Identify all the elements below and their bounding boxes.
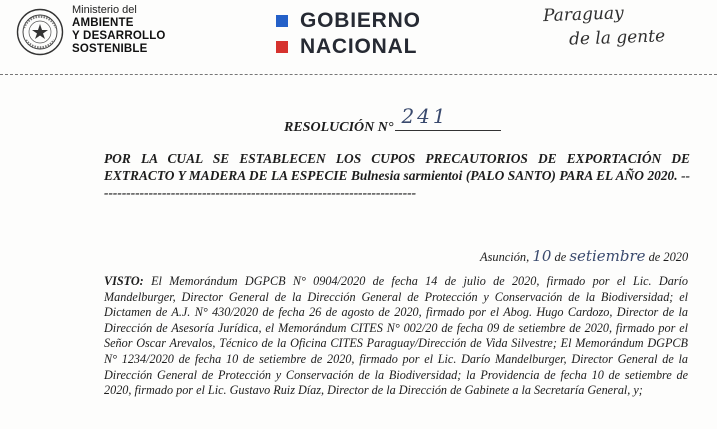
- resolution-title: [104, 150, 690, 201]
- gobierno-nacional-logo: [276, 8, 421, 60]
- resolution-heading: [284, 104, 501, 136]
- resolution-number-line: [395, 104, 501, 131]
- slogan-line-1: Paraguay: [542, 3, 624, 27]
- ministry-line-1: Ministerio del: [72, 4, 137, 16]
- header-divider: [0, 74, 717, 75]
- date-prefix: Asunción,: [480, 250, 530, 264]
- title-part-1: POR LA CUAL SE ESTABLECEN LOS CUPOS PRECAUTORIOS DE EXPORTACIÓN DE EXTRACTO Y MADERA DE LA ESPECIE: [104, 151, 690, 183]
- visto-text: El Memorándum DGPCB N° 0904/2020 de fecha 14 de julio de 2020, firmado por el Lic. Darío Mandelburger, Director General de la Dirección General de Protección y Conservación de la Biodiversidad; el Dictamen de A.J. N° 430/2020 de fecha 26 de agosto de 2020, firmado por el Abog. Hugo Cardozo, Director de la Dirección de Asesoría Jurídica, el Memorándum CITES N° 002/20 de fecha 09 de setiembre de 2020, firmado por el Señor Oscar Arevalos, Técnico de la Oficina CITES Paraguay/Dirección de Vida Silvestre; El Memorándum DGPCB N° 1234/2020 de fecha 10 de setiembre de 2020, firmado por el Lic. Darío Mandelburger, Director General de la Dirección General de Protección y Conservación de la Biodiversidad; la Providencia de fecha 10 de setiembre de 2020, firmado por el Lic. Gustavo Ruiz Díaz, Director de la Dirección de Gabinete a la Secretaría General, y;: [104, 274, 689, 398]
- ministry-line-2: AMBIENTE: [72, 17, 134, 29]
- blue-square-icon: [276, 15, 288, 27]
- date-suffix: de 2020: [648, 250, 689, 264]
- letterhead: [0, 0, 717, 74]
- ministry-line-3: Y DESARROLLO: [72, 30, 166, 42]
- gob-line-2: NACIONAL: [300, 35, 418, 58]
- ministry-name: [72, 4, 166, 56]
- paraguay-slogan: [543, 2, 665, 50]
- date-day: 10: [532, 247, 552, 265]
- ministry-line-4: SOSTENIBLE: [72, 43, 148, 55]
- date-de: de: [554, 250, 567, 264]
- visto-paragraph: [104, 274, 688, 399]
- title-part-2: (PALO SANTO) PARA EL AÑO 2020.: [465, 168, 678, 183]
- visto-label: VISTO:: [104, 274, 144, 288]
- resolution-label: RESOLUCIÓN N°: [284, 120, 394, 135]
- slogan-line-2: de la gente: [568, 26, 666, 50]
- title-dashes: ------------------------------------------------------------------------: [104, 168, 690, 200]
- resolution-number: 241: [401, 104, 449, 128]
- date-line: [480, 247, 688, 265]
- national-seal-icon: [16, 8, 64, 56]
- date-month: setiembre: [569, 247, 646, 265]
- red-square-icon: [276, 41, 288, 53]
- gob-line-1: GOBIERNO: [300, 9, 421, 32]
- species-name: Bulnesia sarmientoi: [350, 168, 463, 183]
